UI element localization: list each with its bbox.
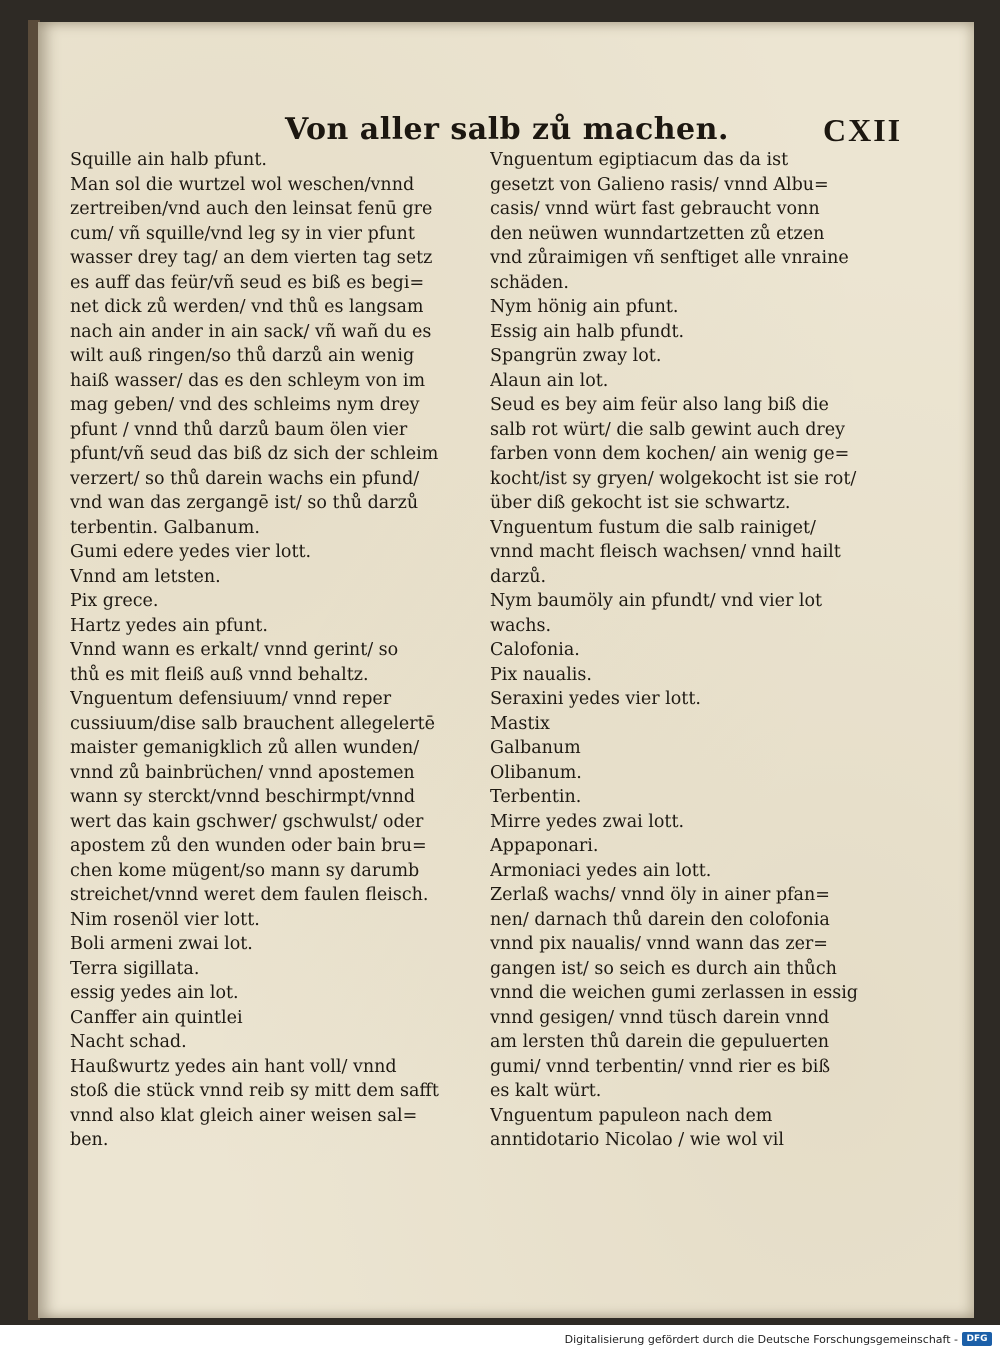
text-line: Pix grece. xyxy=(70,591,159,611)
text-line: ben. xyxy=(70,1130,109,1150)
text-line: vnnd zů bainbrüchen/ vnnd apostemen xyxy=(70,762,415,783)
text-line: cum/ vñ squille/vnd leg sy in vier pfunt xyxy=(70,223,415,244)
text-line: Mastix xyxy=(490,713,550,734)
text-line: Hartz yedes ain pfunt. xyxy=(70,615,268,636)
text-line: Nacht schad. xyxy=(70,1032,187,1052)
text-line: Canffer ain quintlei xyxy=(70,1007,243,1028)
text-line: vnnd gesigen/ vnnd tüsch darein vnnd xyxy=(490,1007,830,1028)
text-line: essig yedes ain lot. xyxy=(70,983,239,1003)
text-line: net dick zů werden/ vnd thů es langsam xyxy=(70,297,424,317)
text-line: Gumi edere yedes vier lott. xyxy=(70,542,312,562)
text-line: chen kome mügent/so mann sy darumb xyxy=(70,860,420,881)
text-line: Vnnd am letsten. xyxy=(70,566,221,587)
text-line: wachs. xyxy=(490,615,552,636)
text-line: vnnd also klat gleich ainer weisen sal= xyxy=(70,1105,418,1126)
text-line: Nym baumöly ain pfundt/ vnd vier lot xyxy=(490,591,823,611)
text-line: verzert/ so thů darein wachs ein pfund/ xyxy=(70,468,420,489)
text-line: Olibanum. xyxy=(490,762,582,783)
text-line: Spangrün zway lot. xyxy=(490,346,662,366)
text-line: thů es mit fleiß auß vnnd behaltz. xyxy=(70,664,369,685)
text-line: Nym hönig ain pfunt. xyxy=(490,297,679,317)
text-line: streichet/vnnd weret dem faulen fleisch. xyxy=(70,885,429,905)
text-line: Pix naualis. xyxy=(490,664,592,685)
running-title: Von aller salb zů machen. xyxy=(285,112,729,147)
dfg-logo: DFG xyxy=(962,1332,992,1346)
text-line: vnnd macht fleisch wachsen/ vnnd hailt xyxy=(490,542,841,562)
text-line: darzů. xyxy=(490,566,547,587)
text-line: gangen ist/ so seich es durch ain thůch xyxy=(490,958,837,979)
text-line: apostem zů den wunden oder bain bru= xyxy=(70,836,427,856)
text-line: Nim rosenöl vier lott. xyxy=(70,909,260,930)
text-line: vnd wan das zergangē ist/ so thů darzů xyxy=(70,493,419,513)
text-line: Squille ain halb pfunt. xyxy=(70,150,267,170)
text-line: Mirre yedes zwai lott. xyxy=(490,811,685,832)
text-line: Essig ain halb pfundt. xyxy=(490,321,685,342)
text-line: Appaponari. xyxy=(490,836,599,856)
text-line: vnnd die weichen gumi zerlassen in essig xyxy=(490,983,859,1003)
text-line: Vnguentum egiptiacum das da ist xyxy=(490,150,789,170)
text-line: stoß die stück vnnd reib sy mitt dem safft xyxy=(70,1081,439,1101)
text-line: haiß wasser/ das es den schleym von im xyxy=(70,370,426,391)
text-line: wert das kain gschwer/ gschwulst/ oder xyxy=(70,811,424,832)
text-line: Armoniaci yedes ain lott. xyxy=(490,860,712,881)
text-line: pfunt/vñ seud das biß dz sich der schleim xyxy=(70,444,439,464)
text-line: Haußwurtz yedes ain hant voll/ vnnd xyxy=(70,1056,397,1077)
text-line: den neüwen wunndartzetten zů etzen xyxy=(490,223,825,244)
text-line: pfunt / vnnd thů darzů baum ölen vier xyxy=(70,419,408,440)
text-line: wilt auß ringen/so thů darzů ain wenig xyxy=(70,346,415,366)
text-line: terbentin. Galbanum. xyxy=(70,517,260,538)
folio-number: CXII xyxy=(823,112,903,148)
text-line: mag geben/ vnd des schleims nym drey xyxy=(70,395,420,415)
left-column xyxy=(70,148,470,1153)
text-line: casis/ vnnd würt fast gebraucht vonn xyxy=(490,199,820,219)
text-line: Vnguentum defensiuum/ vnnd reper xyxy=(70,689,392,709)
text-line: über diß gekocht ist sie schwartz. xyxy=(490,493,791,513)
text-line: Zerlaß wachs/ vnnd öly in ainer pfan= xyxy=(490,885,830,905)
text-line: farben vonn dem kochen/ ain wenig ge= xyxy=(490,444,850,464)
text-line: am lersten thů darein die gepuluerten xyxy=(490,1032,830,1052)
text-line: Boli armeni zwai lot. xyxy=(70,934,253,954)
text-line: Vnnd wann es erkalt/ vnnd gerint/ so xyxy=(70,640,399,660)
text-line: kocht/ist sy gryen/ wolgekocht ist sie rot/ xyxy=(490,468,857,489)
text-line: Vnguentum fustum die salb rainiget/ xyxy=(490,517,816,538)
text-line: vnnd pix naualis/ vnnd wann das zer= xyxy=(490,934,828,954)
text-line: es auff das feür/vñ seud es biß es begi= xyxy=(70,272,425,293)
text-line: wasser drey tag/ an dem vierten tag setz xyxy=(70,248,433,268)
right-column xyxy=(490,148,910,1153)
text-line: Vnguentum papuleon nach dem xyxy=(490,1105,773,1126)
text-line: Seraxini yedes vier lott. xyxy=(490,689,701,709)
text-line: nen/ darnach thů darein den colofonia xyxy=(490,909,830,930)
text-line: Calofonia. xyxy=(490,640,580,660)
text-line: Terbentin. xyxy=(490,787,582,807)
text-line: zertreiben/vnd auch den leinsat fenū gre xyxy=(70,199,433,219)
text-line: Seud es bey aim feür also lang biß die xyxy=(490,395,829,415)
text-line: gumi/ vnnd terbentin/ vnnd rier es biß xyxy=(490,1056,831,1077)
text-line: wann sy sterckt/vnnd beschirmpt/vnnd xyxy=(70,787,416,807)
text-line: vnd zůraimigen vñ senftiget alle vnraine xyxy=(490,248,849,268)
text-line: es kalt würt. xyxy=(490,1081,602,1101)
text-line: maister gemanigklich zů allen wunden/ xyxy=(70,738,420,758)
text-line: Terra sigillata. xyxy=(70,958,200,979)
text-line: anntidotario Nicolao / wie wol vil xyxy=(490,1130,784,1150)
text-line: Alaun ain lot. xyxy=(490,370,609,391)
text-line: Man sol die wurtzel wol weschen/vnnd xyxy=(70,174,415,195)
text-line: gesetzt von Galieno rasis/ vnnd Albu= xyxy=(490,174,829,195)
text-line: salb rot würt/ die salb gewint auch drey xyxy=(490,419,846,440)
text-line: Galbanum xyxy=(490,738,581,758)
text-line: cussiuum/dise salb brauchent allegelertē xyxy=(70,713,435,734)
text-line: schäden. xyxy=(490,272,569,293)
text-line: nach ain ander in ain sack/ vñ wañ du es xyxy=(70,321,432,342)
footer-credit: Digitalisierung gefördert durch die Deutsche Forschungsgemeinschaft - xyxy=(564,1333,958,1346)
